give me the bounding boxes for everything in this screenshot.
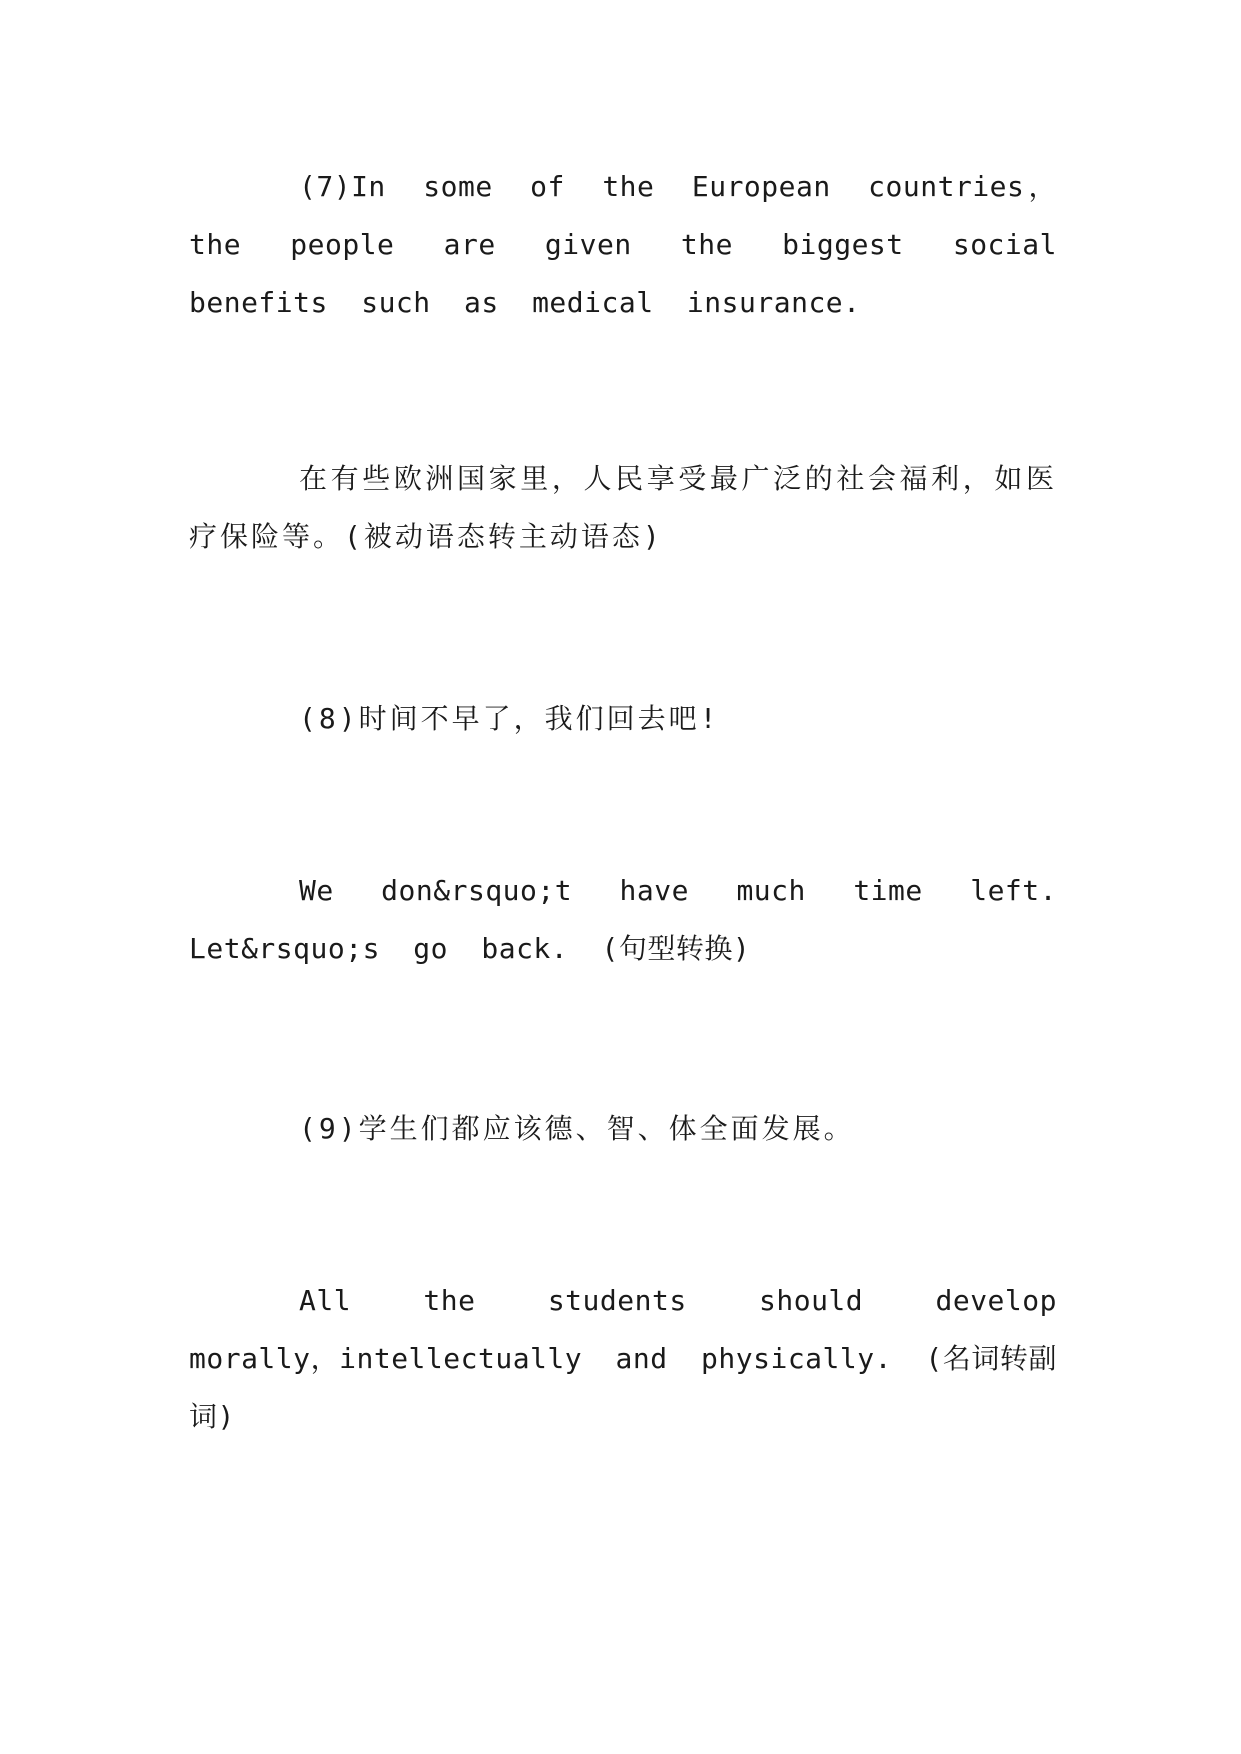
paragraph-9-chinese: (9)学生们都应该德、智、体全面发展。 <box>299 1112 855 1145</box>
paragraph-8-chinese: (8)时间不早了，我们回去吧! <box>299 702 720 735</box>
paragraph-9-english: All the students should develop morally，intellectually and physically. (名词转副词) <box>189 1284 1057 1433</box>
paragraph-7-chinese: 在有些欧洲国家里，人民享受最广泛的社会福利，如医疗保险等。(被动语态转主动语态) <box>189 462 1057 553</box>
paragraph-7-english: (7)In some of the European countries， the people are given the biggest social benefits such as medical insurance. <box>189 170 1057 319</box>
paragraph-8-english: We don&rsquo;t have much time left. Let&rsquo;s go back. (句型转换) <box>189 874 1057 965</box>
